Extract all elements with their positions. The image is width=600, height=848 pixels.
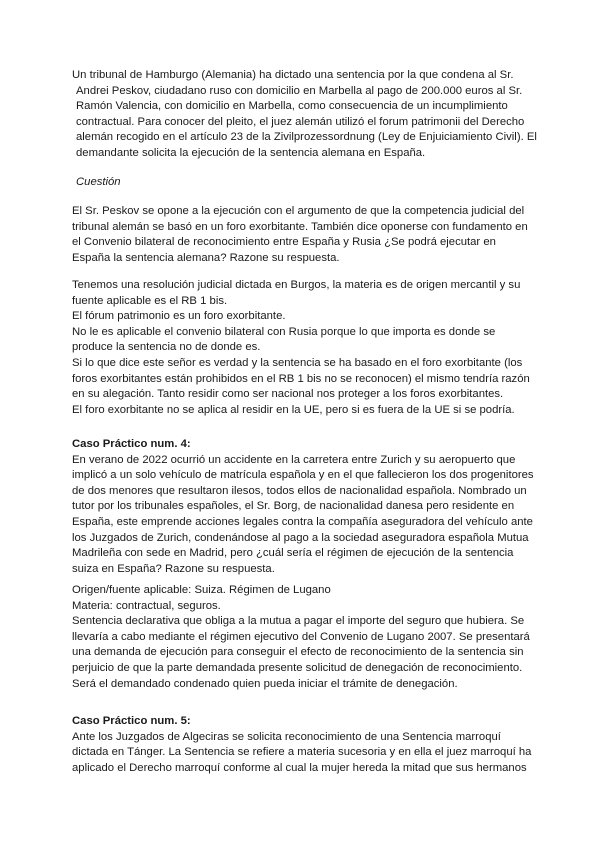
caso4-answer [72,583,532,692]
cuestion-label: Cuestión [76,176,121,188]
caso5-line: Ante los Juzgados de Algeciras se solicita reconocimiento de una Sentencia marroquí [72,730,501,743]
cuestion-line: España la sentencia alemana? Razone su respuesta. [72,251,340,264]
respuesta-line: Tenemos una resolución judicial dictada en Burgos, la materia es de origen mercantil y su [72,279,521,291]
cuestion-paragraph [72,204,532,266]
intro-line: alemán recogido en el artículo 23 de la Zivilprozessordnung (Ley de Enjuiciamiento Civil). El [76,131,537,144]
caso4-line: suiza en España? Razone su respuesta. [72,562,275,575]
cuestion-line: el Convenio bilateral de reconocimiento entre España y Rusia ¿Se podrá ejecutar en [72,236,496,249]
respuesta-line: No le es aplicable el convenio bilateral con Rusia porque lo que importa es donde se [72,325,496,338]
caso4-line: de dos menores que resultaron ilesos, todos ellos de nacionalidad española. Nombrado un [72,484,527,497]
caso4-answer-line: una demanda de ejecución para conseguir el efecto de reconocimiento de la sentencia sin [72,646,524,659]
caso5-heading: Caso Práctico num. 5: [72,715,191,727]
intro-line: Ramón Valencia, con domicilio en Marbella, como consecuencia de un incumplimiento [76,100,508,113]
caso4-answer-line: Será el demandado condenado quien pueda iniciar el trámite de denegación. [72,677,458,690]
caso4-heading: Caso Práctico num. 4: [72,438,191,450]
caso4-section [72,437,532,577]
cuestion-line: tribunal alemán se basó en un foro exorbitante. También dice oponerse con fundamento en [72,220,528,233]
respuesta-line: El foro exorbitante no se aplica al residir en la UE, pero si es fuera de la UE si se podría. [72,403,515,416]
cuestion-line: El Sr. Peskov se opone a la ejecución con el argumento de que la competencia judicial del [72,205,525,217]
respuesta-line: en su alegación. Tanto residir como ser nacional nos proteger a los foros exorbitantes. [72,388,504,401]
caso4-line: implicó a un solo vehículo de matrícula española y en el que fallecieron los dos progenitores [72,469,534,482]
respuesta-line: fuente aplicable es el RB 1 bis. [72,294,228,307]
caso4-line: tutor por los tribunales españoles, el Sr. Borg, de nacionalidad danesa pero residente en [72,500,515,513]
respuesta-line: foros exorbitantes están prohibidos en el RB 1 bis no se reconocen) el mismo tendría razón [72,372,530,385]
respuesta-line: produce la sentencia no de donde es. [72,341,261,354]
respuesta-paragraph [72,278,532,418]
caso4-line: En verano de 2022 ocurrió un accidente en la carretera entre Zurich y su aeropuerto que [72,453,516,466]
caso4-line: Madrileña con sede en Madrid, pero ¿cuál sería el régimen de ejecución de la sentencia [72,547,514,560]
caso4-answer-line: Materia: contractual, seguros. [72,599,221,612]
respuesta-line: El fórum patrimonio es un foro exorbitante. [72,310,286,323]
respuesta-line: Si lo que dice este señor es verdad y la sentencia se ha basado en el foro exorbitante (los [72,356,523,369]
caso5-line: dictada en Tánger. La Sentencia se refiere a materia sucesoria y en ella el juez marroquí ha [72,746,532,759]
intro-line: demandante solicita la ejecución de la sentencia alemana en España. [76,146,426,159]
caso4-answer-line: llevaría a cabo mediante el régimen ejecutivo del Convenio de Lugano 2007. Se presentará [72,630,530,643]
intro-paragraph [72,68,537,162]
intro-line: contractual. Para conocer del pleito, el juez alemán utilizó el forum patrimonii del Derecho [76,115,525,128]
caso5-section [72,714,532,776]
intro-line: Andrei Peskov, ciudadano ruso con domicilio en Marbella al pago de 200.000 euros al Sr. [76,84,523,97]
intro-line: Un tribunal de Hamburgo (Alemania) ha dictado una sentencia por la que condena al Sr. [72,69,514,81]
caso5-line: aplicado el Derecho marroquí conforme al cual la mujer hereda la mitad que sus hermanos [72,761,527,774]
caso4-answer-line: Origen/fuente aplicable: Suiza. Régimen de Lugano [72,584,331,596]
caso4-answer-line: perjuicio de que la parte demandada presente solicitud de denegación de reconocimiento. [72,661,523,674]
caso4-answer-line: Sentencia declarativa que obliga a la mutua a pagar el importe del seguro que hubiera. Se [72,615,525,628]
caso4-line: los Juzgados de Zurich, condenándose al pago a la sociedad aseguradora española Mutua [72,531,529,544]
caso4-line: España, este emprende acciones legales contra la compañía aseguradora del vehículo ante [72,515,533,528]
